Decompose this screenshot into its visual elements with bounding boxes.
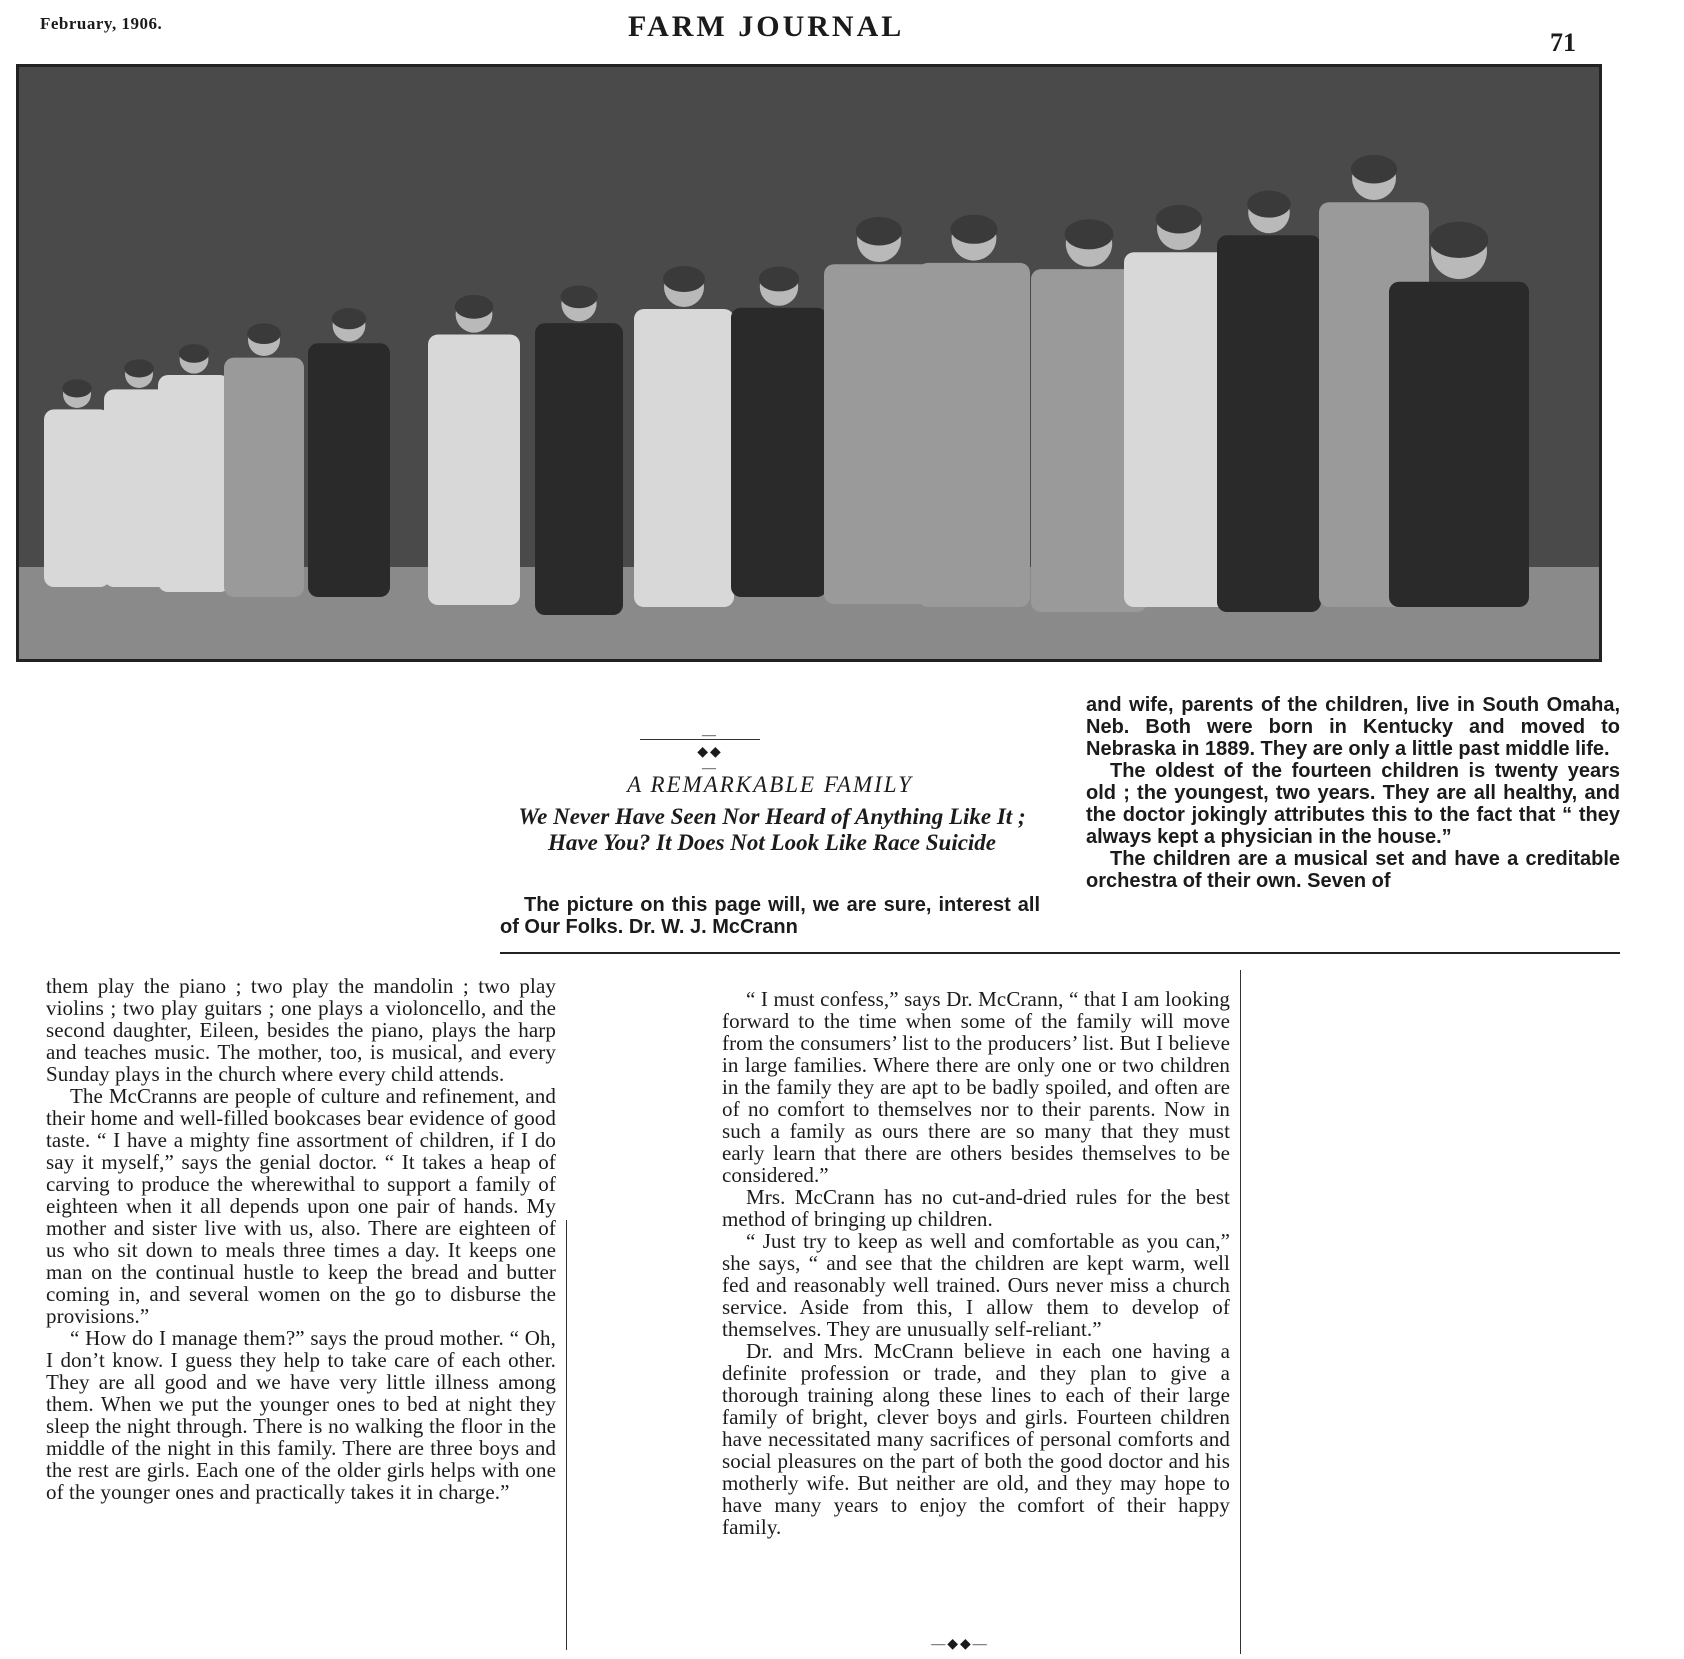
article-column-1 xyxy=(46,975,556,1503)
section-rule xyxy=(500,952,1620,954)
figure-hair xyxy=(124,359,153,377)
figure-hair xyxy=(663,266,705,292)
title-ornament: —◆◆— xyxy=(697,728,723,776)
figure-body xyxy=(918,263,1030,607)
figure-body xyxy=(158,375,230,592)
journal-title: FARM JOURNAL xyxy=(628,10,905,43)
figure-hair xyxy=(759,266,799,291)
figure-hair xyxy=(62,379,91,397)
figure-hair xyxy=(332,308,366,329)
figure-body xyxy=(1217,235,1321,612)
paragraph: “ Just try to keep as well and comfortable as you can,” she says, “ and see that the children are kept warm, well fed and reasonably well trained. Ours never miss a church service. Aside from this, I allow them to develop of themselves. They are unusually self-reliant.” xyxy=(722,1229,1230,1341)
column-rule xyxy=(566,1220,567,1650)
figure-body xyxy=(634,309,734,607)
column-rule xyxy=(1240,970,1241,1654)
paragraph: The children are a musical set and have a creditable orchestra of their own. Seven of xyxy=(1086,848,1620,892)
figure-hair xyxy=(247,323,281,344)
figure-body xyxy=(428,334,520,605)
article-column-3 xyxy=(1086,694,1620,892)
figure-body xyxy=(308,343,390,597)
end-ornament: —◆◆— xyxy=(931,1637,989,1652)
article-intro: The picture on this page will, we are sure, interest all of Our Folks. Dr. W. J. McCrann xyxy=(500,894,1040,938)
figure-body xyxy=(44,409,110,587)
figure-hair xyxy=(1351,155,1397,184)
paragraph: Mrs. McCrann has no cut-and-dried rules for the best method of bringing up children. xyxy=(722,1185,1230,1231)
paragraph: “ I must confess,” says Dr. McCrann, “ that I am looking forward to the time when some of the family will move from the consumers’ list to the producers’ list. But I believe in large families. Where there are only one or two children in the family they are apt to be badly spoiled, and often are of no comfort to themselves nor to their parents. Now in such a family as ours there are so many that they must early learn that there are others besides themselves to be considered.” xyxy=(722,987,1230,1187)
figure-hair xyxy=(561,285,598,308)
header-date: February, 1906. xyxy=(40,14,163,33)
figure-body xyxy=(1389,282,1529,607)
figure-hair xyxy=(1247,191,1291,218)
figure-body xyxy=(224,358,304,597)
paragraph: them play the piano ; two play the mandolin ; two play violins ; two play guitars ; one plays a violoncello, and the second daughter, Eileen, besides the piano, plays the harp and teaches music. The mother, too, is musical, and every Sunday plays in the church where every child attends. xyxy=(46,974,556,1086)
paragraph: “ How do I manage them?” says the proud mother. “ Oh, I don’t know. I guess they help to take care of each other. They are all good and we have very little illness among them. When we put the younger ones to bed at night they sleep the night through. There is no walking the floor in the middle of the night in this family. There are three boys and the rest are girls. Each one of the older girls helps with one of the younger ones and practically takes it in charge.” xyxy=(46,1326,556,1504)
article-title: A REMARKABLE FAMILY xyxy=(627,772,913,797)
page-number: 71 xyxy=(1550,28,1576,57)
figure-hair xyxy=(1156,205,1202,234)
figure-body xyxy=(731,308,827,597)
figure-body xyxy=(824,264,934,604)
paragraph: and wife, parents of the children, live in South Omaha, Neb. Both were born in Kentucky and moved to Nebraska in 1889. They are only a little past middle life. xyxy=(1086,694,1620,760)
paragraph: The McCranns are people of culture and refinement, and their home and well-filled bookcases bear evidence of good taste. “ I have a mighty fine assortment of children, if I do say it myself,” says the genial doctor. “ It takes a heap of carving to produce the wherewithal to support a family of eighteen when it all depends upon one pair of hands. My mother and sister live with us, also. There are eighteen of us who sit down to meals three times a day. It keeps one man on the continual hustle to keep the bread and butter coming in, and several women on the go to disburse the provisions.” xyxy=(46,1084,556,1328)
figure-hair xyxy=(179,344,209,363)
paragraph: The oldest of the fourteen children is twenty years old ; the youngest, two years. They are all healthy, and the doctor jokingly attributes this to the fact that “ they always kept a physician in the house.” xyxy=(1086,760,1620,848)
figure-hair xyxy=(1430,222,1489,258)
figure-hair xyxy=(455,295,494,319)
figure-hair xyxy=(1065,219,1114,249)
family-photograph xyxy=(16,64,1602,662)
paragraph: Dr. and Mrs. McCrann believe in each one having a definite profession or trade, and they plan to give a thorough training along these lines to each of their large family of bright, clever boys and girls. Fourteen children have necessitated many sacrifices of personal comforts and social pleasures on the part of both the good doctor and his motherly wife. But neither are old, and they may hope to have many years to enjoy the comfort of their happy family. xyxy=(722,1339,1230,1539)
article-column-2 xyxy=(722,988,1230,1538)
figure-body xyxy=(535,323,623,615)
figure-hair xyxy=(950,215,997,244)
article-subtitle: We Never Have Seen Nor Heard of Anything Like It ; Have You? It Does Not Look Like Race Suicide xyxy=(518,804,1026,855)
family-photograph-art xyxy=(19,67,1599,659)
figure-hair xyxy=(856,217,902,246)
